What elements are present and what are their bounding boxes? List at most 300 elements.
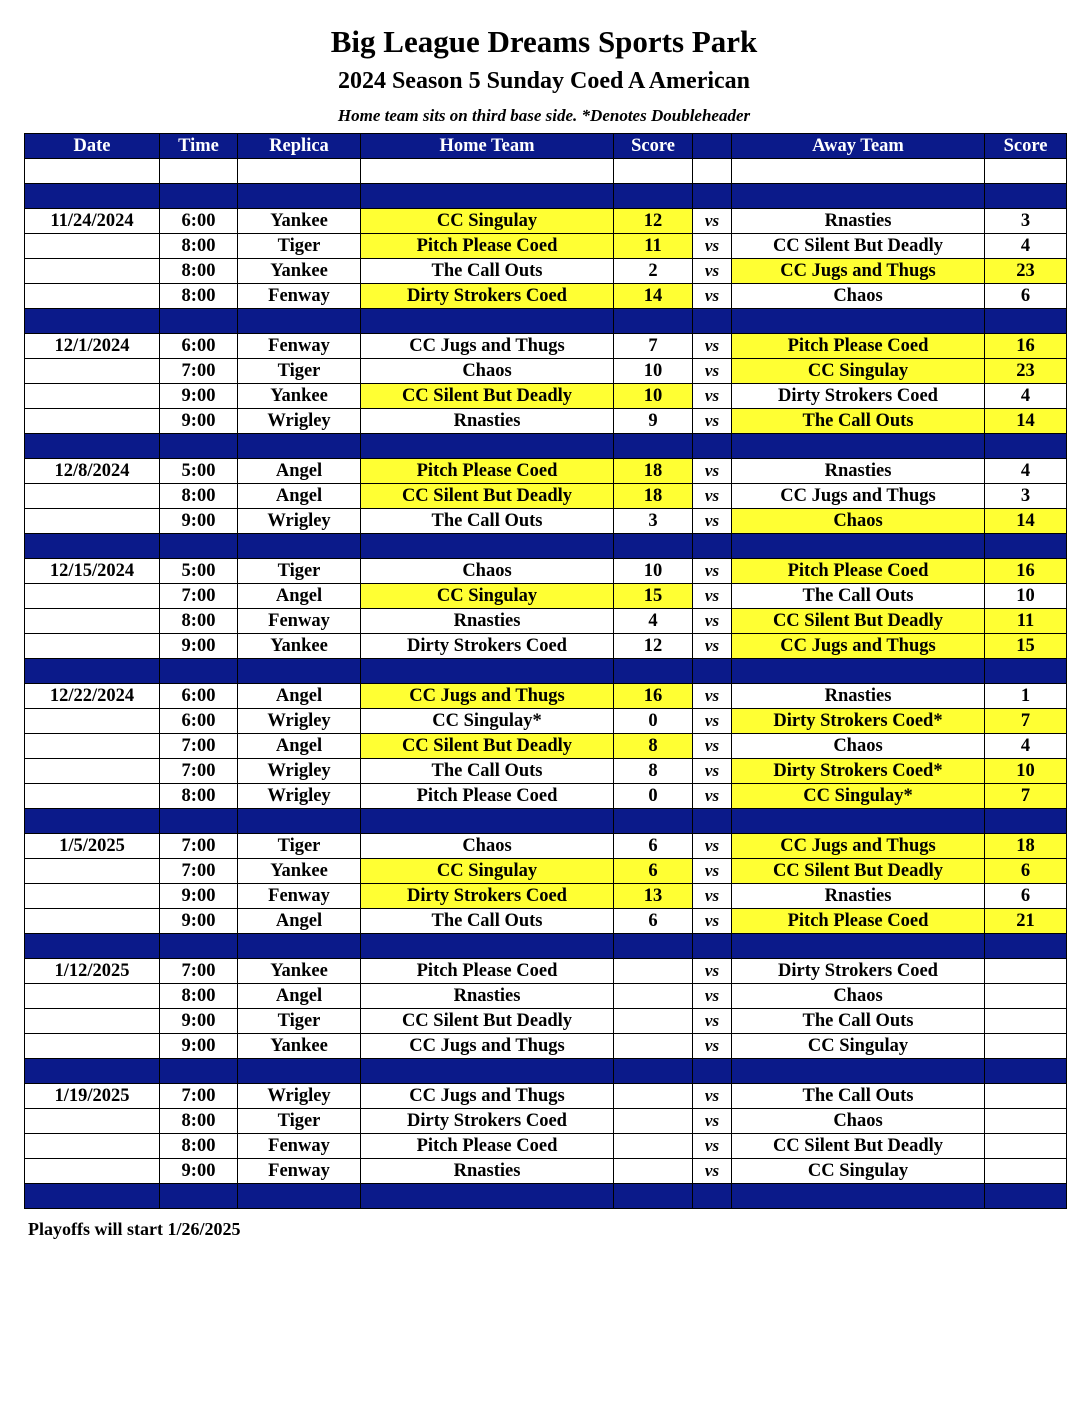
game-replica: Tiger	[238, 1109, 361, 1134]
away-team: CC Silent But Deadly	[732, 1134, 985, 1159]
game-row	[25, 1109, 1067, 1134]
game-replica: Angel	[238, 584, 361, 609]
game-replica: Wrigley	[238, 1084, 361, 1109]
vs-label: vs	[693, 1109, 732, 1134]
home-team: Pitch Please Coed	[361, 784, 614, 809]
game-row	[25, 359, 1067, 384]
away-score	[985, 959, 1067, 984]
away-team: CC Silent But Deadly	[732, 609, 985, 634]
game-replica: Wrigley	[238, 709, 361, 734]
table-header-row	[25, 134, 1067, 159]
game-date	[25, 509, 160, 534]
vs-label: vs	[693, 209, 732, 234]
game-time: 7:00	[160, 859, 238, 884]
away-score: 7	[985, 709, 1067, 734]
game-row	[25, 684, 1067, 709]
vs-label: vs	[693, 959, 732, 984]
game-date	[25, 734, 160, 759]
game-date	[25, 234, 160, 259]
game-date: 1/12/2025	[25, 959, 160, 984]
game-row	[25, 984, 1067, 1009]
away-score: 6	[985, 859, 1067, 884]
away-team: Rnasties	[732, 884, 985, 909]
game-time: 6:00	[160, 709, 238, 734]
away-team: Rnasties	[732, 684, 985, 709]
home-score: 10	[614, 359, 693, 384]
vs-label: vs	[693, 259, 732, 284]
away-score: 23	[985, 359, 1067, 384]
game-time: 7:00	[160, 834, 238, 859]
vs-label: vs	[693, 859, 732, 884]
home-score: 8	[614, 734, 693, 759]
away-team: CC Singulay*	[732, 784, 985, 809]
week-separator-row	[25, 1184, 1067, 1209]
home-score	[614, 1009, 693, 1034]
week-separator-row	[25, 659, 1067, 684]
week-separator-row	[25, 184, 1067, 209]
home-team: Dirty Strokers Coed	[361, 634, 614, 659]
away-team: Chaos	[732, 509, 985, 534]
col-header-time: Time	[160, 134, 238, 159]
home-score: 12	[614, 209, 693, 234]
game-time: 8:00	[160, 234, 238, 259]
game-time: 9:00	[160, 909, 238, 934]
away-score: 15	[985, 634, 1067, 659]
vs-label: vs	[693, 984, 732, 1009]
away-team: Pitch Please Coed	[732, 559, 985, 584]
home-team: Dirty Strokers Coed	[361, 1109, 614, 1134]
home-team: Rnasties	[361, 409, 614, 434]
game-date	[25, 609, 160, 634]
game-replica: Angel	[238, 459, 361, 484]
vs-label: vs	[693, 234, 732, 259]
game-replica: Fenway	[238, 1159, 361, 1184]
game-row	[25, 284, 1067, 309]
home-team: CC Singulay*	[361, 709, 614, 734]
game-date	[25, 909, 160, 934]
game-row	[25, 234, 1067, 259]
vs-label: vs	[693, 1159, 732, 1184]
away-score	[985, 1159, 1067, 1184]
game-date	[25, 584, 160, 609]
game-time: 9:00	[160, 1009, 238, 1034]
game-time: 7:00	[160, 1084, 238, 1109]
vs-label: vs	[693, 709, 732, 734]
home-score: 0	[614, 784, 693, 809]
game-replica: Tiger	[238, 559, 361, 584]
game-row	[25, 509, 1067, 534]
schedule-table	[24, 133, 1067, 1209]
game-row	[25, 959, 1067, 984]
home-team: Rnasties	[361, 984, 614, 1009]
home-score	[614, 1134, 693, 1159]
away-score: 3	[985, 484, 1067, 509]
page-title: Big League Dreams Sports Park	[330, 24, 758, 59]
home-team: CC Singulay	[361, 584, 614, 609]
game-date: 12/22/2024	[25, 684, 160, 709]
game-row	[25, 584, 1067, 609]
home-team: The Call Outs	[361, 259, 614, 284]
game-replica: Wrigley	[238, 509, 361, 534]
game-time: 6:00	[160, 334, 238, 359]
away-score: 11	[985, 609, 1067, 634]
game-replica: Fenway	[238, 334, 361, 359]
vs-label: vs	[693, 384, 732, 409]
game-date	[25, 284, 160, 309]
home-team: Chaos	[361, 359, 614, 384]
game-replica: Yankee	[238, 634, 361, 659]
week-separator-row	[25, 809, 1067, 834]
game-time: 5:00	[160, 559, 238, 584]
game-date	[25, 1109, 160, 1134]
game-time: 7:00	[160, 734, 238, 759]
game-replica: Angel	[238, 984, 361, 1009]
game-date: 12/1/2024	[25, 334, 160, 359]
home-team: CC Silent But Deadly	[361, 484, 614, 509]
away-team: Chaos	[732, 984, 985, 1009]
game-time: 6:00	[160, 684, 238, 709]
game-replica: Fenway	[238, 609, 361, 634]
page-subtitle: 2024 Season 5 Sunday Coed A American	[337, 68, 751, 94]
game-date	[25, 1159, 160, 1184]
game-date	[25, 984, 160, 1009]
game-date	[25, 859, 160, 884]
game-time: 6:00	[160, 209, 238, 234]
game-row	[25, 1009, 1067, 1034]
away-team: Dirty Strokers Coed	[732, 959, 985, 984]
away-score: 18	[985, 834, 1067, 859]
away-score: 10	[985, 759, 1067, 784]
game-date: 11/24/2024	[25, 209, 160, 234]
vs-label: vs	[693, 1084, 732, 1109]
game-time: 8:00	[160, 259, 238, 284]
vs-label: vs	[693, 359, 732, 384]
vs-label: vs	[693, 884, 732, 909]
game-time: 8:00	[160, 484, 238, 509]
away-team: Chaos	[732, 734, 985, 759]
away-score: 4	[985, 459, 1067, 484]
game-time: 9:00	[160, 634, 238, 659]
home-score: 2	[614, 259, 693, 284]
game-date: 1/19/2025	[25, 1084, 160, 1109]
game-date	[25, 709, 160, 734]
playoffs-note: Playoffs will start 1/26/2025	[28, 1219, 241, 1239]
col-header-date: Date	[25, 134, 160, 159]
away-score: 1	[985, 684, 1067, 709]
game-replica: Yankee	[238, 259, 361, 284]
game-replica: Fenway	[238, 884, 361, 909]
game-date	[25, 359, 160, 384]
home-score: 4	[614, 609, 693, 634]
game-time: 7:00	[160, 959, 238, 984]
home-team: Rnasties	[361, 609, 614, 634]
home-score: 6	[614, 834, 693, 859]
game-row	[25, 459, 1067, 484]
week-separator-row	[25, 309, 1067, 334]
game-replica: Fenway	[238, 1134, 361, 1159]
home-team: Dirty Strokers Coed	[361, 884, 614, 909]
game-time: 8:00	[160, 284, 238, 309]
home-team: The Call Outs	[361, 909, 614, 934]
week-separator-row	[25, 1059, 1067, 1084]
game-replica: Tiger	[238, 834, 361, 859]
away-team: CC Jugs and Thugs	[732, 834, 985, 859]
away-team: CC Jugs and Thugs	[732, 634, 985, 659]
game-date	[25, 259, 160, 284]
header-note: Home team sits on third base side. *Denotes Doubleheader	[337, 106, 751, 125]
away-team: Chaos	[732, 284, 985, 309]
col-header-vs	[693, 134, 732, 159]
home-team: Chaos	[361, 559, 614, 584]
game-row	[25, 734, 1067, 759]
vs-label: vs	[693, 784, 732, 809]
away-score: 10	[985, 584, 1067, 609]
game-row	[25, 559, 1067, 584]
away-team: CC Singulay	[732, 1159, 985, 1184]
game-time: 9:00	[160, 884, 238, 909]
game-row	[25, 759, 1067, 784]
home-team: CC Silent But Deadly	[361, 734, 614, 759]
game-row	[25, 1159, 1067, 1184]
away-score	[985, 1134, 1067, 1159]
game-date	[25, 759, 160, 784]
game-replica: Angel	[238, 684, 361, 709]
away-team: The Call Outs	[732, 409, 985, 434]
vs-label: vs	[693, 409, 732, 434]
away-score: 4	[985, 234, 1067, 259]
away-score	[985, 1084, 1067, 1109]
game-date	[25, 1009, 160, 1034]
home-team: The Call Outs	[361, 509, 614, 534]
home-team: CC Silent But Deadly	[361, 1009, 614, 1034]
away-team: The Call Outs	[732, 1084, 985, 1109]
vs-label: vs	[693, 684, 732, 709]
vs-label: vs	[693, 509, 732, 534]
col-header-home-team: Home Team	[361, 134, 614, 159]
home-score	[614, 1034, 693, 1059]
vs-label: vs	[693, 834, 732, 859]
game-replica: Tiger	[238, 1009, 361, 1034]
game-replica: Tiger	[238, 234, 361, 259]
game-row	[25, 859, 1067, 884]
home-score	[614, 1084, 693, 1109]
game-replica: Wrigley	[238, 784, 361, 809]
away-score: 16	[985, 334, 1067, 359]
game-time: 9:00	[160, 409, 238, 434]
game-row	[25, 609, 1067, 634]
game-replica: Angel	[238, 734, 361, 759]
away-team: CC Silent But Deadly	[732, 859, 985, 884]
away-score	[985, 1034, 1067, 1059]
vs-label: vs	[693, 1034, 732, 1059]
game-row	[25, 709, 1067, 734]
away-team: CC Singulay	[732, 359, 985, 384]
vs-label: vs	[693, 334, 732, 359]
game-date	[25, 634, 160, 659]
game-time: 8:00	[160, 984, 238, 1009]
away-team: CC Silent But Deadly	[732, 234, 985, 259]
game-replica: Yankee	[238, 859, 361, 884]
home-score	[614, 959, 693, 984]
away-team: Pitch Please Coed	[732, 334, 985, 359]
game-time: 9:00	[160, 384, 238, 409]
vs-label: vs	[693, 734, 732, 759]
home-team: CC Silent But Deadly	[361, 384, 614, 409]
game-row	[25, 209, 1067, 234]
vs-label: vs	[693, 284, 732, 309]
home-team: Dirty Strokers Coed	[361, 284, 614, 309]
game-time: 9:00	[160, 509, 238, 534]
game-row	[25, 1084, 1067, 1109]
game-row	[25, 384, 1067, 409]
away-score: 7	[985, 784, 1067, 809]
home-score: 14	[614, 284, 693, 309]
home-score	[614, 1109, 693, 1134]
vs-label: vs	[693, 1134, 732, 1159]
game-replica: Wrigley	[238, 759, 361, 784]
game-replica: Yankee	[238, 1034, 361, 1059]
game-time: 7:00	[160, 584, 238, 609]
game-time: 8:00	[160, 1109, 238, 1134]
away-team: Dirty Strokers Coed*	[732, 759, 985, 784]
away-team: CC Jugs and Thugs	[732, 484, 985, 509]
home-team: Chaos	[361, 834, 614, 859]
away-score: 23	[985, 259, 1067, 284]
home-team: Pitch Please Coed	[361, 1134, 614, 1159]
away-score: 14	[985, 509, 1067, 534]
away-team: CC Jugs and Thugs	[732, 259, 985, 284]
away-score	[985, 1109, 1067, 1134]
game-row	[25, 884, 1067, 909]
home-score: 6	[614, 909, 693, 934]
away-team: Rnasties	[732, 209, 985, 234]
game-row	[25, 784, 1067, 809]
week-separator-row	[25, 934, 1067, 959]
away-score	[985, 984, 1067, 1009]
vs-label: vs	[693, 909, 732, 934]
home-score: 11	[614, 234, 693, 259]
away-score	[985, 1009, 1067, 1034]
home-team: CC Jugs and Thugs	[361, 684, 614, 709]
home-team: CC Jugs and Thugs	[361, 1034, 614, 1059]
game-date	[25, 384, 160, 409]
vs-label: vs	[693, 459, 732, 484]
game-replica: Angel	[238, 909, 361, 934]
away-team: CC Singulay	[732, 1034, 985, 1059]
home-score: 3	[614, 509, 693, 534]
away-team: Dirty Strokers Coed	[732, 384, 985, 409]
home-score: 6	[614, 859, 693, 884]
away-score: 6	[985, 284, 1067, 309]
game-replica: Wrigley	[238, 409, 361, 434]
away-team: The Call Outs	[732, 1009, 985, 1034]
home-score: 13	[614, 884, 693, 909]
game-row	[25, 909, 1067, 934]
blank-row	[25, 159, 1067, 184]
vs-label: vs	[693, 584, 732, 609]
away-team: The Call Outs	[732, 584, 985, 609]
game-row	[25, 334, 1067, 359]
game-replica: Yankee	[238, 384, 361, 409]
home-score: 9	[614, 409, 693, 434]
game-time: 8:00	[160, 784, 238, 809]
away-score: 16	[985, 559, 1067, 584]
game-row	[25, 834, 1067, 859]
home-score: 15	[614, 584, 693, 609]
game-row	[25, 484, 1067, 509]
game-replica: Yankee	[238, 959, 361, 984]
game-time: 9:00	[160, 1159, 238, 1184]
game-row	[25, 259, 1067, 284]
home-score: 12	[614, 634, 693, 659]
vs-label: vs	[693, 759, 732, 784]
schedule-body	[25, 159, 1067, 1209]
away-score: 6	[985, 884, 1067, 909]
game-replica: Yankee	[238, 209, 361, 234]
away-score: 4	[985, 734, 1067, 759]
col-header-away-score: Score	[985, 134, 1067, 159]
home-score: 0	[614, 709, 693, 734]
col-header-replica: Replica	[238, 134, 361, 159]
vs-label: vs	[693, 609, 732, 634]
home-score: 18	[614, 484, 693, 509]
game-time: 5:00	[160, 459, 238, 484]
away-team: Chaos	[732, 1109, 985, 1134]
vs-label: vs	[693, 559, 732, 584]
away-team: Rnasties	[732, 459, 985, 484]
vs-label: vs	[693, 634, 732, 659]
away-team: Pitch Please Coed	[732, 909, 985, 934]
home-score: 7	[614, 334, 693, 359]
game-replica: Tiger	[238, 359, 361, 384]
col-header-away-team: Away Team	[732, 134, 985, 159]
home-score: 16	[614, 684, 693, 709]
home-score: 18	[614, 459, 693, 484]
away-score: 14	[985, 409, 1067, 434]
week-separator-row	[25, 534, 1067, 559]
game-row	[25, 409, 1067, 434]
home-team: CC Jugs and Thugs	[361, 334, 614, 359]
away-score: 4	[985, 384, 1067, 409]
vs-label: vs	[693, 1009, 732, 1034]
col-header-home-score: Score	[614, 134, 693, 159]
home-team: CC Jugs and Thugs	[361, 1084, 614, 1109]
game-date	[25, 1134, 160, 1159]
game-date	[25, 1034, 160, 1059]
game-date	[25, 484, 160, 509]
game-row	[25, 1034, 1067, 1059]
game-date: 12/15/2024	[25, 559, 160, 584]
home-score: 10	[614, 559, 693, 584]
home-score: 8	[614, 759, 693, 784]
home-team: Rnasties	[361, 1159, 614, 1184]
home-team: Pitch Please Coed	[361, 234, 614, 259]
home-score: 10	[614, 384, 693, 409]
away-score: 21	[985, 909, 1067, 934]
game-time: 8:00	[160, 1134, 238, 1159]
vs-label: vs	[693, 484, 732, 509]
game-row	[25, 634, 1067, 659]
game-row	[25, 1134, 1067, 1159]
home-team: Pitch Please Coed	[361, 459, 614, 484]
week-separator-row	[25, 434, 1067, 459]
game-replica: Angel	[238, 484, 361, 509]
game-date	[25, 409, 160, 434]
game-replica: Fenway	[238, 284, 361, 309]
game-time: 9:00	[160, 1034, 238, 1059]
game-date: 12/8/2024	[25, 459, 160, 484]
home-team: The Call Outs	[361, 759, 614, 784]
